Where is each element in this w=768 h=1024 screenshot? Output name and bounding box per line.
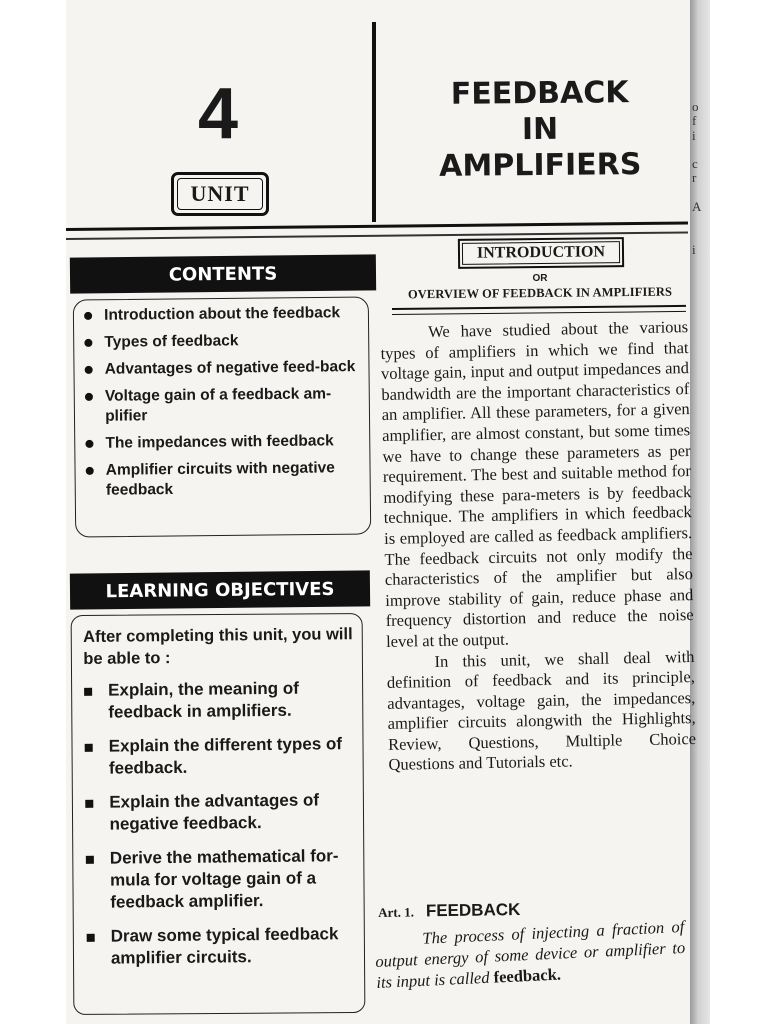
paragraph: We have studied about the various types of amplifiers in which we find that voltage gain, input and output impedances and bandwidth are the important characteristics of an amplifier. All these parameters, for a given amplifier, are almost constant, but some times we have to change these parameters as per requirement. The best and suitable method for modifying these para-meters is by feedback technique. The amplifiers in which feedback is employed are called as feedback amplifiers. The feedback circuits not only modify the characteristics of the amplifier but also improve stability of gain, reduce phase and frequency distortion and reduce the noise level at the output. xyxy=(380,317,694,651)
contents-item: The impedances with feedback xyxy=(81,431,366,454)
learning-objectives-heading: LEARNING OBJECTIVES xyxy=(70,570,370,609)
bullet-dot-icon xyxy=(85,393,93,401)
bullet-dot-icon xyxy=(84,339,92,347)
next-page-edge-text: o f i c r A i xyxy=(692,99,702,257)
bullet-dot-icon xyxy=(86,467,94,475)
chapter-title xyxy=(420,75,661,185)
bullet-square-icon xyxy=(87,934,95,942)
learning-objectives-list xyxy=(74,677,367,982)
introduction-heading-box xyxy=(458,237,624,269)
introduction-heading: INTRODUCTION xyxy=(462,241,620,265)
article-number: Art. 1. xyxy=(378,904,414,920)
contents-item: Types of feedback xyxy=(80,330,365,353)
scan-margin-left xyxy=(0,0,66,1024)
unit-label: UNIT xyxy=(177,178,263,210)
bullet-square-icon xyxy=(85,800,93,808)
chapter-title-line: FEEDBACK xyxy=(450,75,629,112)
scan-margin-right xyxy=(710,0,768,1024)
bullet-square-icon xyxy=(85,744,93,752)
introduction-subheading: OVERVIEW OF FEEDBACK IN AMPLIFIERS xyxy=(407,284,673,302)
contents-heading: CONTENTS xyxy=(70,254,376,293)
contents-list xyxy=(80,303,367,508)
objective-item: Draw some typical feedback amplifier circuits. xyxy=(77,923,367,970)
bullet-square-icon xyxy=(84,688,92,696)
contents-item: Amplifier circuits with negative feedback xyxy=(82,458,367,501)
objective-item: Explain, the meaning of feedback in amplifiers. xyxy=(74,677,364,724)
article-title: FEEDBACK xyxy=(425,900,521,921)
introduction-body xyxy=(380,317,697,776)
chapter-title-line: AMPLIFIERS xyxy=(439,147,642,184)
contents-item: Introduction about the feedback xyxy=(80,303,365,326)
paragraph: In this unit, we shall deal with definition of feedback and its principle, advantages, voltage gain, the impedances, amplifier circuits alongwith the Highlights, Review, Questions, Multiple Choice Questions and Tutorials etc. xyxy=(386,646,697,775)
feedback-definition: The process of injecting a fraction of output energy of some device or amplifier to its input is called feedback. xyxy=(374,916,686,992)
chapter-title-line: IN xyxy=(521,111,559,148)
learning-objectives-intro: After completing this unit, you will be able to : xyxy=(83,625,353,668)
objective-item: Explain the different types of feedback. xyxy=(75,733,365,780)
bullet-square-icon xyxy=(86,856,94,864)
or-separator: OR xyxy=(532,273,548,284)
unit-number: 4 xyxy=(197,74,239,154)
bullet-dot-icon xyxy=(84,312,92,320)
objective-item: Explain the advantages of negative feedback. xyxy=(75,789,365,836)
bullet-dot-icon xyxy=(85,440,93,448)
header-vertical-divider xyxy=(372,22,376,222)
objective-item: Derive the mathematical for-mula for voltage gain of a feedback amplifier. xyxy=(76,845,367,914)
contents-item: Voltage gain of a feedback am-plifier xyxy=(81,384,366,427)
unit-label-box xyxy=(171,172,269,216)
defined-term: feedback. xyxy=(493,964,562,987)
contents-item: Advantages of negative feed-back xyxy=(81,357,366,380)
bullet-dot-icon xyxy=(85,366,93,374)
